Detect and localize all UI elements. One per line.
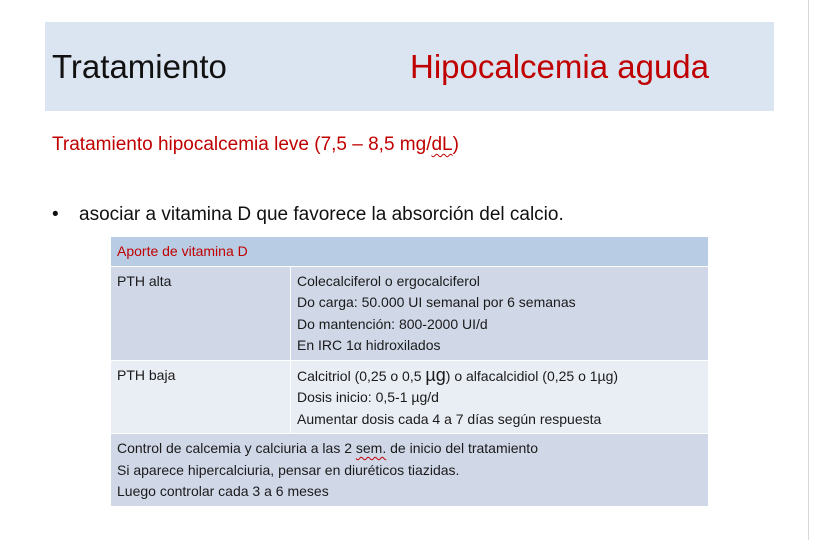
- footer-line: Luego controlar cada 3 a 6 meses: [117, 483, 329, 499]
- subtitle-prefix: Tratamiento hipocalcemia leve (7,5 – 8,5 mg/: [52, 134, 432, 155]
- row-line: Dosis inicio: 0,5-1 µg/d: [297, 389, 439, 405]
- bullet-marker: •: [52, 204, 59, 225]
- slide-title: Tratamiento: [52, 48, 227, 85]
- row-line: Aumentar dosis cada 4 a 7 días según respuesta: [297, 410, 602, 427]
- footer-line: Si aparece hipercalciuria, pensar en diuréticos tiazidas.: [117, 461, 460, 478]
- row-line: [297, 365, 702, 388]
- row-label: PTH baja: [111, 360, 291, 434]
- subtitle-suffix: ): [452, 134, 459, 155]
- footer-line: [117, 438, 702, 460]
- row-content: [291, 360, 709, 434]
- row-line: En IRC 1α hidroxilados: [297, 337, 441, 353]
- slide-edge: [808, 0, 809, 540]
- footer-sem: sem.: [355, 440, 387, 456]
- vitamin-d-table: [110, 236, 709, 507]
- subtitle-unit: dL: [431, 134, 453, 155]
- row-label: PTH alta: [111, 266, 291, 360]
- table-row: [111, 266, 709, 360]
- row-line: Do mantención: 800-2000 UI/d: [297, 315, 488, 332]
- row-line: Colecalciferol o ergocalciferol: [297, 272, 480, 289]
- table-header: Aporte de vitamina D: [111, 237, 709, 267]
- bullet-text: asociar a vitamina D que favorece la absorción del calcio.: [79, 204, 564, 225]
- row-content: [291, 266, 709, 360]
- table-footer-row: [111, 434, 709, 507]
- table-footer: [111, 434, 709, 507]
- footer-line-post: de inicio del tratamiento: [386, 440, 538, 456]
- table-row: [111, 360, 709, 434]
- row-line-post: ) o alfacalcidiol (0,25 o 1µg): [445, 367, 619, 384]
- row-line-pre: Calcitriol (0,25 o 0,5: [297, 367, 426, 384]
- row-line: Do carga: 50.000 UI semanal por 6 semanas: [297, 294, 576, 310]
- table-header-row: [111, 237, 709, 267]
- mu-unit: µg: [425, 364, 446, 385]
- slide-title-topic: Hipocalcemia aguda: [410, 48, 710, 85]
- bullet-item: [52, 203, 564, 227]
- footer-line-pre: Control de calcemia y calciuria a las 2: [117, 440, 356, 456]
- subtitle: [52, 133, 459, 157]
